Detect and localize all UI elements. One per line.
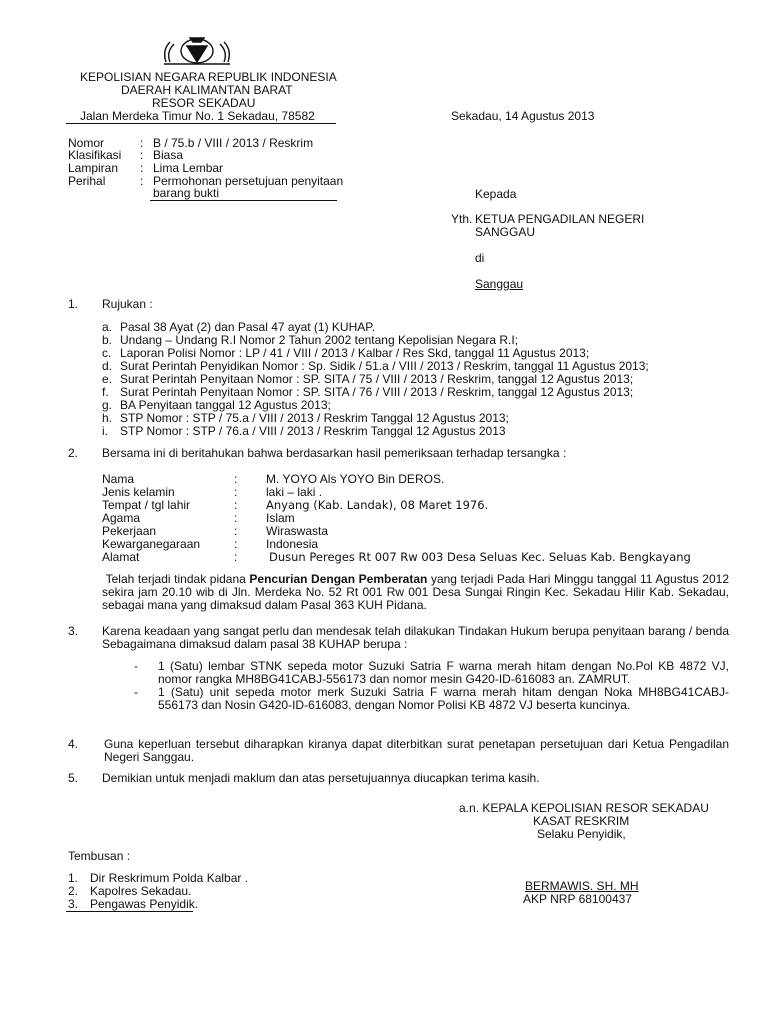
signature-role: Selaku Penyidik, — [537, 827, 626, 841]
cc-divider — [66, 911, 193, 912]
seized-item: 1 (Satu) unit sepeda motor merk Suzuki Satria F warna merah hitam dengan Noka MH8BG41CABJ-556173 dan Nosin G420-ID-616083, dengan Nomor Polisi KB 4872 VJ beserta kuncinya. — [158, 685, 729, 712]
meta-sep: : — [140, 136, 144, 150]
recipient-line2: SANGGAU — [475, 225, 536, 239]
list-letter: i. — [102, 424, 108, 438]
list-letter: g. — [102, 398, 113, 412]
suspect-value: Indonesia — [266, 537, 319, 551]
cc-num: 1. — [68, 871, 79, 885]
recipient-kepada: Kepada — [475, 187, 517, 201]
cc-num: 2. — [68, 884, 79, 898]
police-emblem-icon — [160, 34, 234, 70]
list-item: STP Nomor : STP / 75.a / VIII / 2013 / Reskrim Tanggal 12 Agustus 2013; — [120, 411, 509, 425]
section-number: 2. — [68, 446, 79, 460]
list-item: Pasal 38 Ayat (2) dan Pasal 47 ayat (1) KUHAP. — [120, 320, 376, 334]
crime-type: Pencurian Dengan Pemberatan — [249, 572, 428, 586]
suspect-sep: : — [234, 472, 238, 486]
suspect-label: Agama — [102, 511, 141, 525]
org-address: Jalan Merdeka Timur No. 1 Sekadau, 78582 — [80, 109, 315, 123]
section-text: Karena keadaan yang sangat perlu dan mendesak telah dilakukan Tindakan Hukum berupa penyitaan barang / benda Sebagaimana dimaksud dalam pasal 38 KUHAP berupa : — [102, 624, 729, 651]
meta-label: Perihal — [68, 174, 106, 188]
cc-num: 3. — [68, 897, 79, 911]
meta-value: B / 75.b / VIII / 2013 / Reskrim — [153, 136, 314, 150]
list-letter: a. — [102, 320, 113, 334]
section-number: 3. — [68, 624, 79, 638]
suspect-value: Islam — [266, 511, 295, 525]
list-letter: b. — [102, 333, 113, 347]
meta-label: Nomor — [68, 136, 105, 150]
signature-position: KASAT RESKRIM — [533, 814, 630, 828]
section-number: 5. — [68, 771, 79, 785]
recipient-line1: KETUA PENGADILAN NEGERI — [475, 212, 645, 226]
list-letter: f. — [102, 385, 109, 399]
signatory-name: BERMAWIS. SH. MH — [525, 879, 639, 893]
suspect-sep: : — [234, 537, 238, 551]
cc-item: Kapolres Sekadau. — [90, 884, 192, 898]
org-name-line2: DAERAH KALIMANTAN BARAT — [121, 83, 293, 97]
list-letter: d. — [102, 359, 113, 373]
suspect-label: Jenis kelamin — [102, 485, 175, 499]
seized-item: 1 (Satu) lembar STNK sepeda motor Suzuki Satria F warna merah hitam dengan No.Pol KB 4872 VJ, nomor rangka MH8BG41CABJ-556173 dan nomor mesin G420-ID-616083 an. ZAMRUT. — [158, 659, 729, 686]
signatory-rank: AKP NRP 68100437 — [523, 892, 632, 906]
suspect-value: M. YOYO Als YOYO Bin DEROS. — [266, 472, 445, 486]
suspect-value: laki – laki . — [266, 485, 323, 499]
section-intro: Bersama ini di beritahukan bahwa berdasarkan hasil pemeriksaan terhadap tersangka : — [102, 446, 567, 460]
cc-title: Tembusan : — [68, 849, 131, 863]
section-text: Demikian untuk menjadi maklum dan atas persetujuannya diucapkan terima kasih. — [102, 771, 540, 785]
suspect-label: Nama — [102, 472, 135, 486]
suspect-label: Alamat — [102, 550, 140, 564]
list-item: Surat Perintah Penyitaan Nomor : SP. SITA / 75 / VIII / 2013 / Reskrim, tanggal 12 Agustus 2013; — [120, 372, 634, 386]
bullet-dash: - — [134, 685, 138, 699]
list-letter: h. — [102, 411, 113, 425]
suspect-value: Anyang (Kab. Landak), 08 Maret 1976. — [266, 498, 489, 512]
meta-sep: : — [140, 174, 144, 188]
section-title: Rujukan : — [102, 297, 153, 311]
recipient-yth: Yth. — [451, 212, 473, 226]
incident-text-start: Telah terjadi tindak pidana — [105, 572, 250, 586]
list-item: Laporan Polisi Nomor : LP / 41 / VIII / 2013 / Kalbar / Res Skd, tanggal 11 Agustus 2013; — [120, 346, 590, 360]
suspect-label: Pekerjaan — [102, 524, 157, 538]
suspect-sep: : — [234, 524, 238, 538]
recipient-place: Sanggau — [475, 277, 524, 291]
cc-item: Dir Reskrimum Polda Kalbar . — [90, 871, 249, 885]
incident-text-end: yang terjadi Pada Hari Minggu tanggal 11 Agustus 2012 sekira jam 20.10 wib di Jln. Merdeka No. 52 Rt 001 Rw 001 Desa Sungai Ringin Kec. Sekadau Hilir Kab. Sekadau, sebagai mana yang dimaksud dalam Pasal 363 KUH Pidana. — [102, 572, 730, 612]
suspect-sep: : — [234, 498, 238, 512]
header-divider — [66, 123, 336, 124]
list-letter: e. — [102, 372, 113, 386]
meta-value-cont: barang bukti — [153, 186, 220, 200]
incident-paragraph — [102, 573, 729, 612]
suspect-label: Tempat / tgl lahir — [102, 498, 191, 512]
org-name-line3: RESOR SEKADAU — [152, 96, 256, 110]
suspect-label: Kewarganegaraan — [102, 537, 201, 551]
suspect-sep: : — [234, 485, 238, 499]
meta-value: Lima Lembar — [153, 161, 224, 175]
list-item: Surat Perintah Penyidikan Nomor : Sp. Sidik / 51.a / VIII / 2013 / Reskrim, tanggal 11 Agustus 2013; — [120, 359, 649, 373]
org-name-line1: KEPOLISIAN NEGARA REPUBLIK INDONESIA — [80, 70, 337, 84]
meta-value: Permohonan persetujuan penyitaan — [153, 174, 344, 188]
meta-sep: : — [140, 148, 144, 162]
meta-sep: : — [140, 161, 144, 175]
list-item: Surat Perintah Penyitaan Nomor : SP. SITA / 76 / VIII / 2013 / Reskrim, tanggal 12 Agustus 2013; — [120, 385, 634, 399]
suspect-value: Dusun Pereges Rt 007 Rw 003 Desa Seluas Kec. Seluas Kab. Bengkayang — [269, 550, 691, 564]
suspect-sep: : — [234, 550, 238, 564]
section-number: 4. — [68, 737, 79, 751]
list-item: STP Nomor : STP / 76.a / VIII / 2013 / Reskrim Tanggal 12 Agustus 2013 — [120, 424, 506, 438]
suspect-value: Wiraswasta — [266, 524, 329, 538]
meta-value: Biasa — [153, 148, 184, 162]
signature-title: a.n. KEPALA KEPOLISIAN RESOR SEKADAU — [459, 801, 709, 815]
meta-label: Klasifikasi — [68, 148, 122, 162]
section-text: Guna keperluan tersebut diharapkan kiranya dapat diterbitkan surat penetapan persetujuan dari Ketua Pengadilan Negeri Sanggau. — [104, 737, 729, 764]
suspect-sep: : — [234, 511, 238, 525]
meta-divider — [150, 200, 337, 201]
list-item: Undang – Undang R.I Nomor 2 Tahun 2002 tentang Kepolisian Negara R.I; — [120, 333, 519, 347]
meta-label: Lampiran — [68, 161, 119, 175]
list-letter: c. — [102, 346, 112, 360]
list-item: BA Penyitaan tanggal 12 Agustus 2013; — [120, 398, 331, 412]
section-number: 1. — [68, 297, 79, 311]
letter-place-date: Sekadau, 14 Agustus 2013 — [451, 109, 595, 123]
cc-item: Pengawas Penyidik. — [90, 897, 199, 911]
bullet-dash: - — [134, 659, 138, 673]
recipient-di: di — [475, 251, 485, 265]
